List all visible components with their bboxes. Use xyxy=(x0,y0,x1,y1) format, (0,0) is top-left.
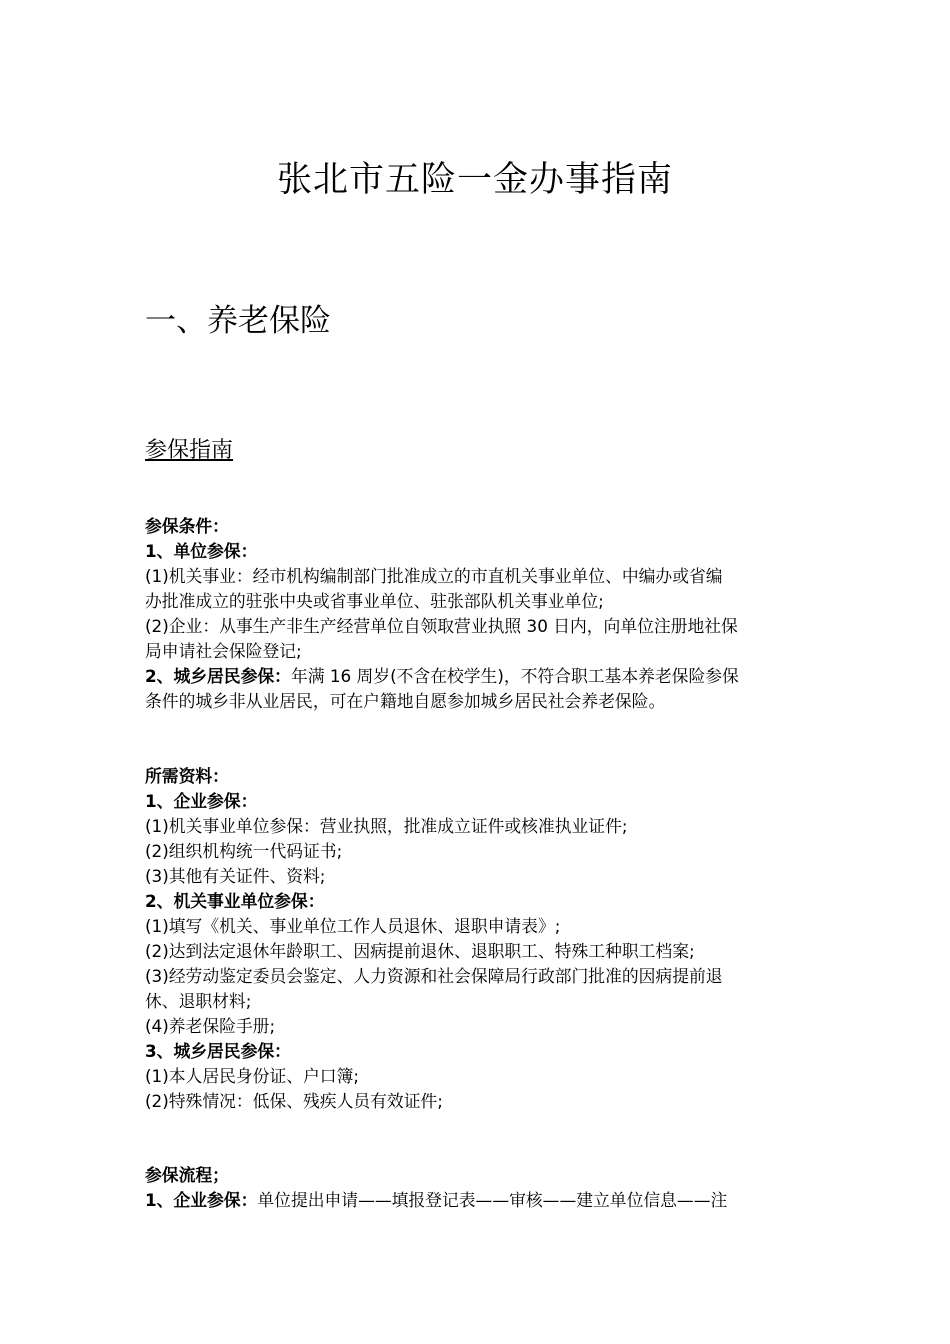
materials-item: (1)机关事业单位参保：营业执照，批准成立证件或核准执业证件; xyxy=(145,816,628,836)
section-heading: 一、养老保险 xyxy=(145,303,331,339)
materials-group2-label: 2、机关事业单位参保： xyxy=(145,891,325,911)
process-item1-text: 单位提出申请——填报登记表——审核——建立单位信息——注 xyxy=(257,1190,728,1210)
materials-block xyxy=(145,764,810,1114)
conditions-text-line: (2)企业：从事生产非生产经营单位自领取营业执照 30 日内，向单位注册地社保 xyxy=(145,616,738,636)
conditions-block xyxy=(145,514,810,714)
conditions-text-line: 条件的城乡非从业居民，可在户籍地自愿参加城乡居民社会养老保险。 xyxy=(145,691,666,711)
conditions-item2-label: 2、城乡居民参保： xyxy=(145,666,291,686)
materials-heading: 所需资料： xyxy=(145,766,229,786)
materials-item: (2)特殊情况：低保、残疾人员有效证件; xyxy=(145,1091,443,1111)
materials-item: (2)组织机构统一代码证书; xyxy=(145,841,343,861)
materials-item: 休、退职材料; xyxy=(145,991,252,1011)
conditions-heading: 参保条件： xyxy=(145,516,229,536)
process-item1 xyxy=(145,1188,810,1213)
document-title: 张北市五险一金办事指南 xyxy=(276,160,673,200)
subsection-heading: 参保指南 xyxy=(145,438,234,463)
materials-group3-label: 3、城乡居民参保： xyxy=(145,1041,291,1061)
conditions-item2 xyxy=(145,664,810,689)
conditions-item1-label: 1、单位参保： xyxy=(145,541,258,561)
conditions-text-line: 办批准成立的驻张中央或省事业单位、驻张部队机关事业单位; xyxy=(145,591,604,611)
materials-item: (1)本人居民身份证、户口簿; xyxy=(145,1066,360,1086)
conditions-item2-text: 年满 16 周岁(不含在校学生)，不符合职工基本养老保险参保 xyxy=(290,666,739,686)
materials-item: (4)养老保险手册; xyxy=(145,1016,276,1036)
process-heading: 参保流程； xyxy=(145,1165,229,1185)
conditions-text-line: (1)机关事业：经市机构编制部门批准成立的市直机关事业单位、中编办或省编 xyxy=(145,566,723,586)
process-block xyxy=(145,1163,810,1213)
materials-item: (3)经劳动鉴定委员会鉴定、人力资源和社会保障局行政部门批准的因病提前退 xyxy=(145,966,723,986)
materials-item: (1)填写《机关、事业单位工作人员退休、退职申请表》; xyxy=(145,916,561,936)
materials-item: (3)其他有关证件、资料; xyxy=(145,866,326,886)
conditions-text-line: 局申请社会保险登记; xyxy=(145,641,302,661)
process-item1-label: 1、企业参保： xyxy=(145,1190,258,1210)
materials-item: (2)达到法定退休年龄职工、因病提前退休、退职职工、特殊工种职工档案; xyxy=(145,941,695,961)
materials-group1-label: 1、企业参保： xyxy=(145,791,258,811)
